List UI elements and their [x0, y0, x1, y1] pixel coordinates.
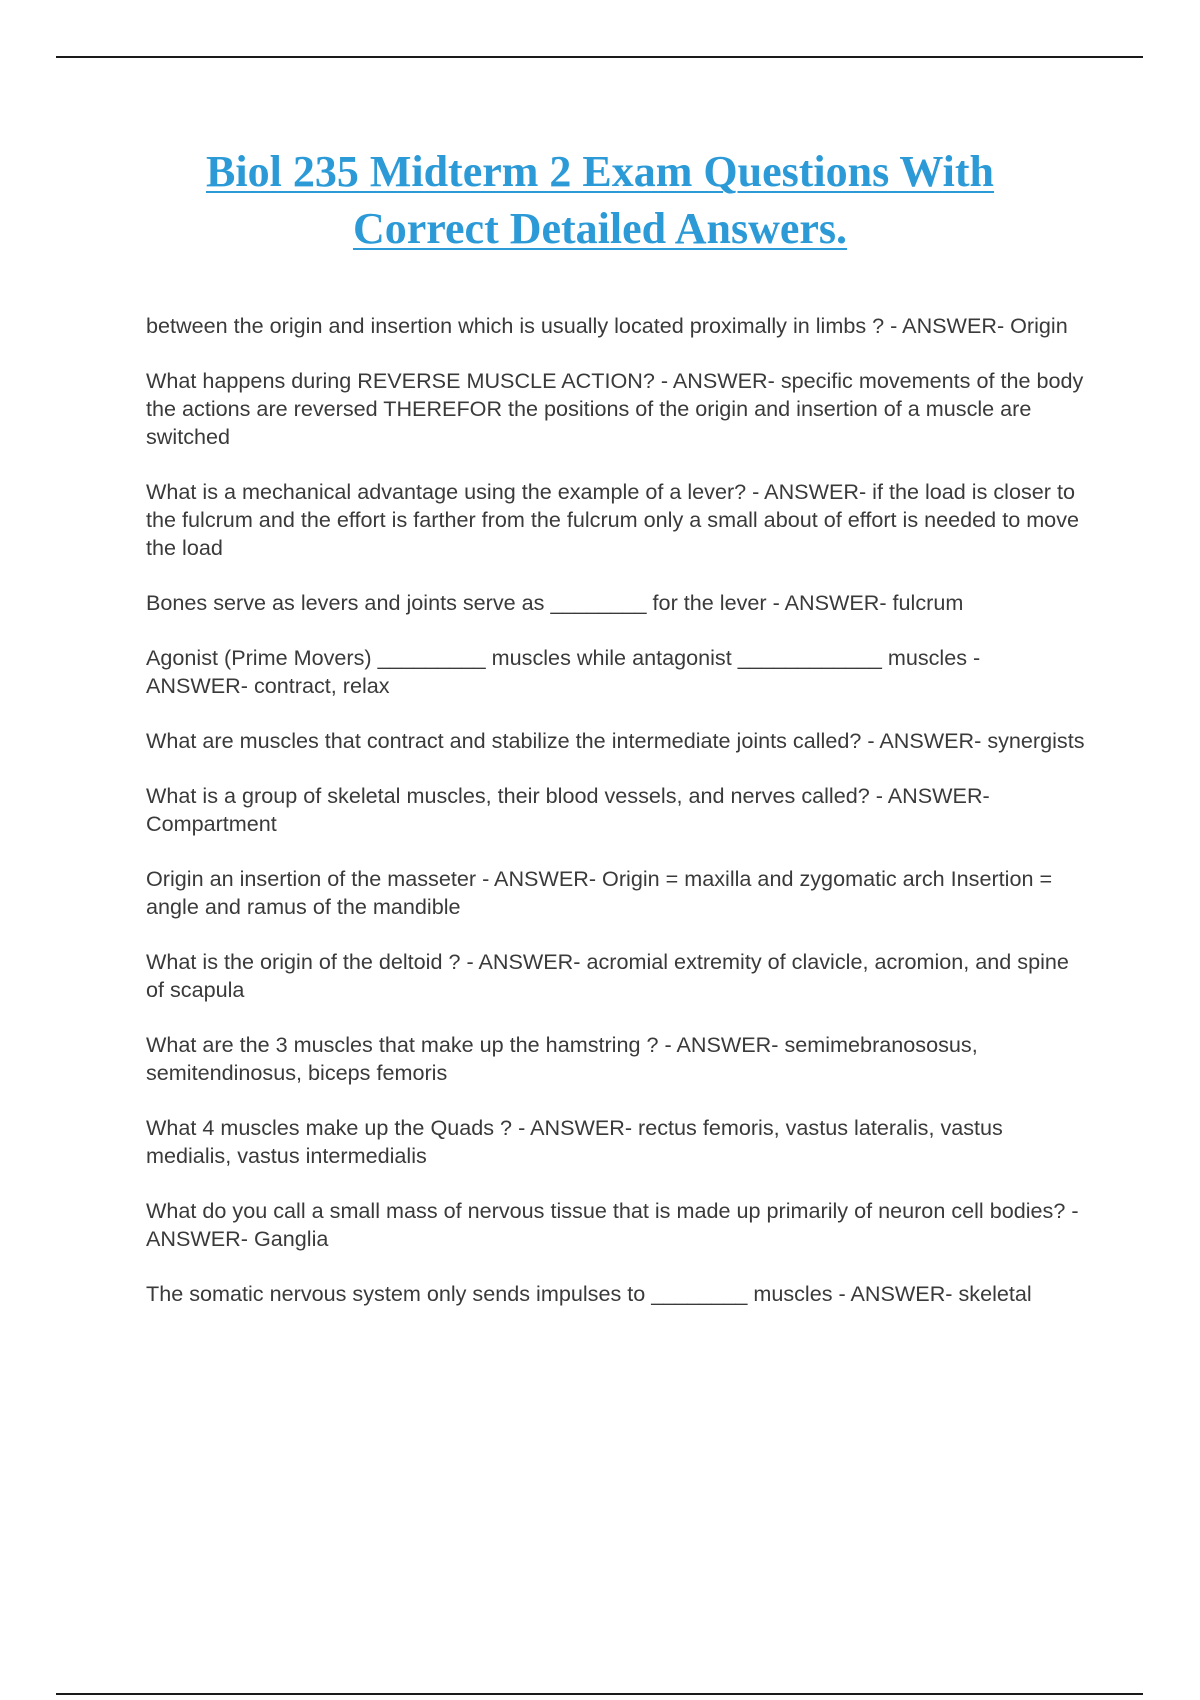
document-title-line-2: Correct Detailed Answers.: [352, 204, 848, 253]
qa-item: What is a group of skeletal muscles, their blood vessels, and nerves called? - ANSWER- Compartment: [146, 783, 990, 836]
document-title-line-1: Biol 235 Midterm 2 Exam Questions With: [206, 147, 994, 196]
qa-item: What 4 muscles make up the Quads ? - ANSWER- rectus femoris, vastus lateralis, vastus medialis, vastus intermedialis: [146, 1115, 1003, 1168]
qa-item: Agonist (Prime Movers) _________ muscles while antagonist ____________ muscles - ANSWER- contract, relax: [146, 645, 981, 698]
qa-item: What is the origin of the deltoid ? - ANSWER- acromial extremity of clavicle, acromion, and spine of scapula: [146, 949, 1069, 1002]
document-title[interactable]: [100, 143, 1100, 257]
top-rule: [56, 56, 1143, 58]
qa-list: [146, 312, 1086, 1335]
qa-item: What are muscles that contract and stabilize the intermediate joints called? - ANSWER- synergists: [146, 728, 1085, 753]
qa-item: What do you call a small mass of nervous tissue that is made up primarily of neuron cell bodies? - ANSWER- Ganglia: [146, 1198, 1079, 1251]
bottom-rule: [56, 1693, 1143, 1695]
qa-item: between the origin and insertion which is usually located proximally in limbs ? - ANSWER- Origin: [146, 313, 1068, 338]
qa-item: Origin an insertion of the masseter - ANSWER- Origin = maxilla and zygomatic arch Insertion = angle and ramus of the mandible: [146, 866, 1053, 919]
qa-item: Bones serve as levers and joints serve as ________ for the lever - ANSWER- fulcrum: [146, 590, 964, 615]
qa-item: What are the 3 muscles that make up the hamstring ? - ANSWER- semimebranososus, semitendinosus, biceps femoris: [146, 1032, 978, 1085]
qa-item: What happens during REVERSE MUSCLE ACTION? - ANSWER- specific movements of the body the actions are reversed THEREFOR the positions of the origin and insertion of a muscle are switched: [146, 368, 1084, 449]
qa-item: The somatic nervous system only sends impulses to ________ muscles - ANSWER- skeletal: [146, 1281, 1032, 1306]
qa-item: What is a mechanical advantage using the example of a lever? - ANSWER- if the load is closer to the fulcrum and the effort is farther from the fulcrum only a small about of effort is needed to move the load: [146, 479, 1080, 560]
